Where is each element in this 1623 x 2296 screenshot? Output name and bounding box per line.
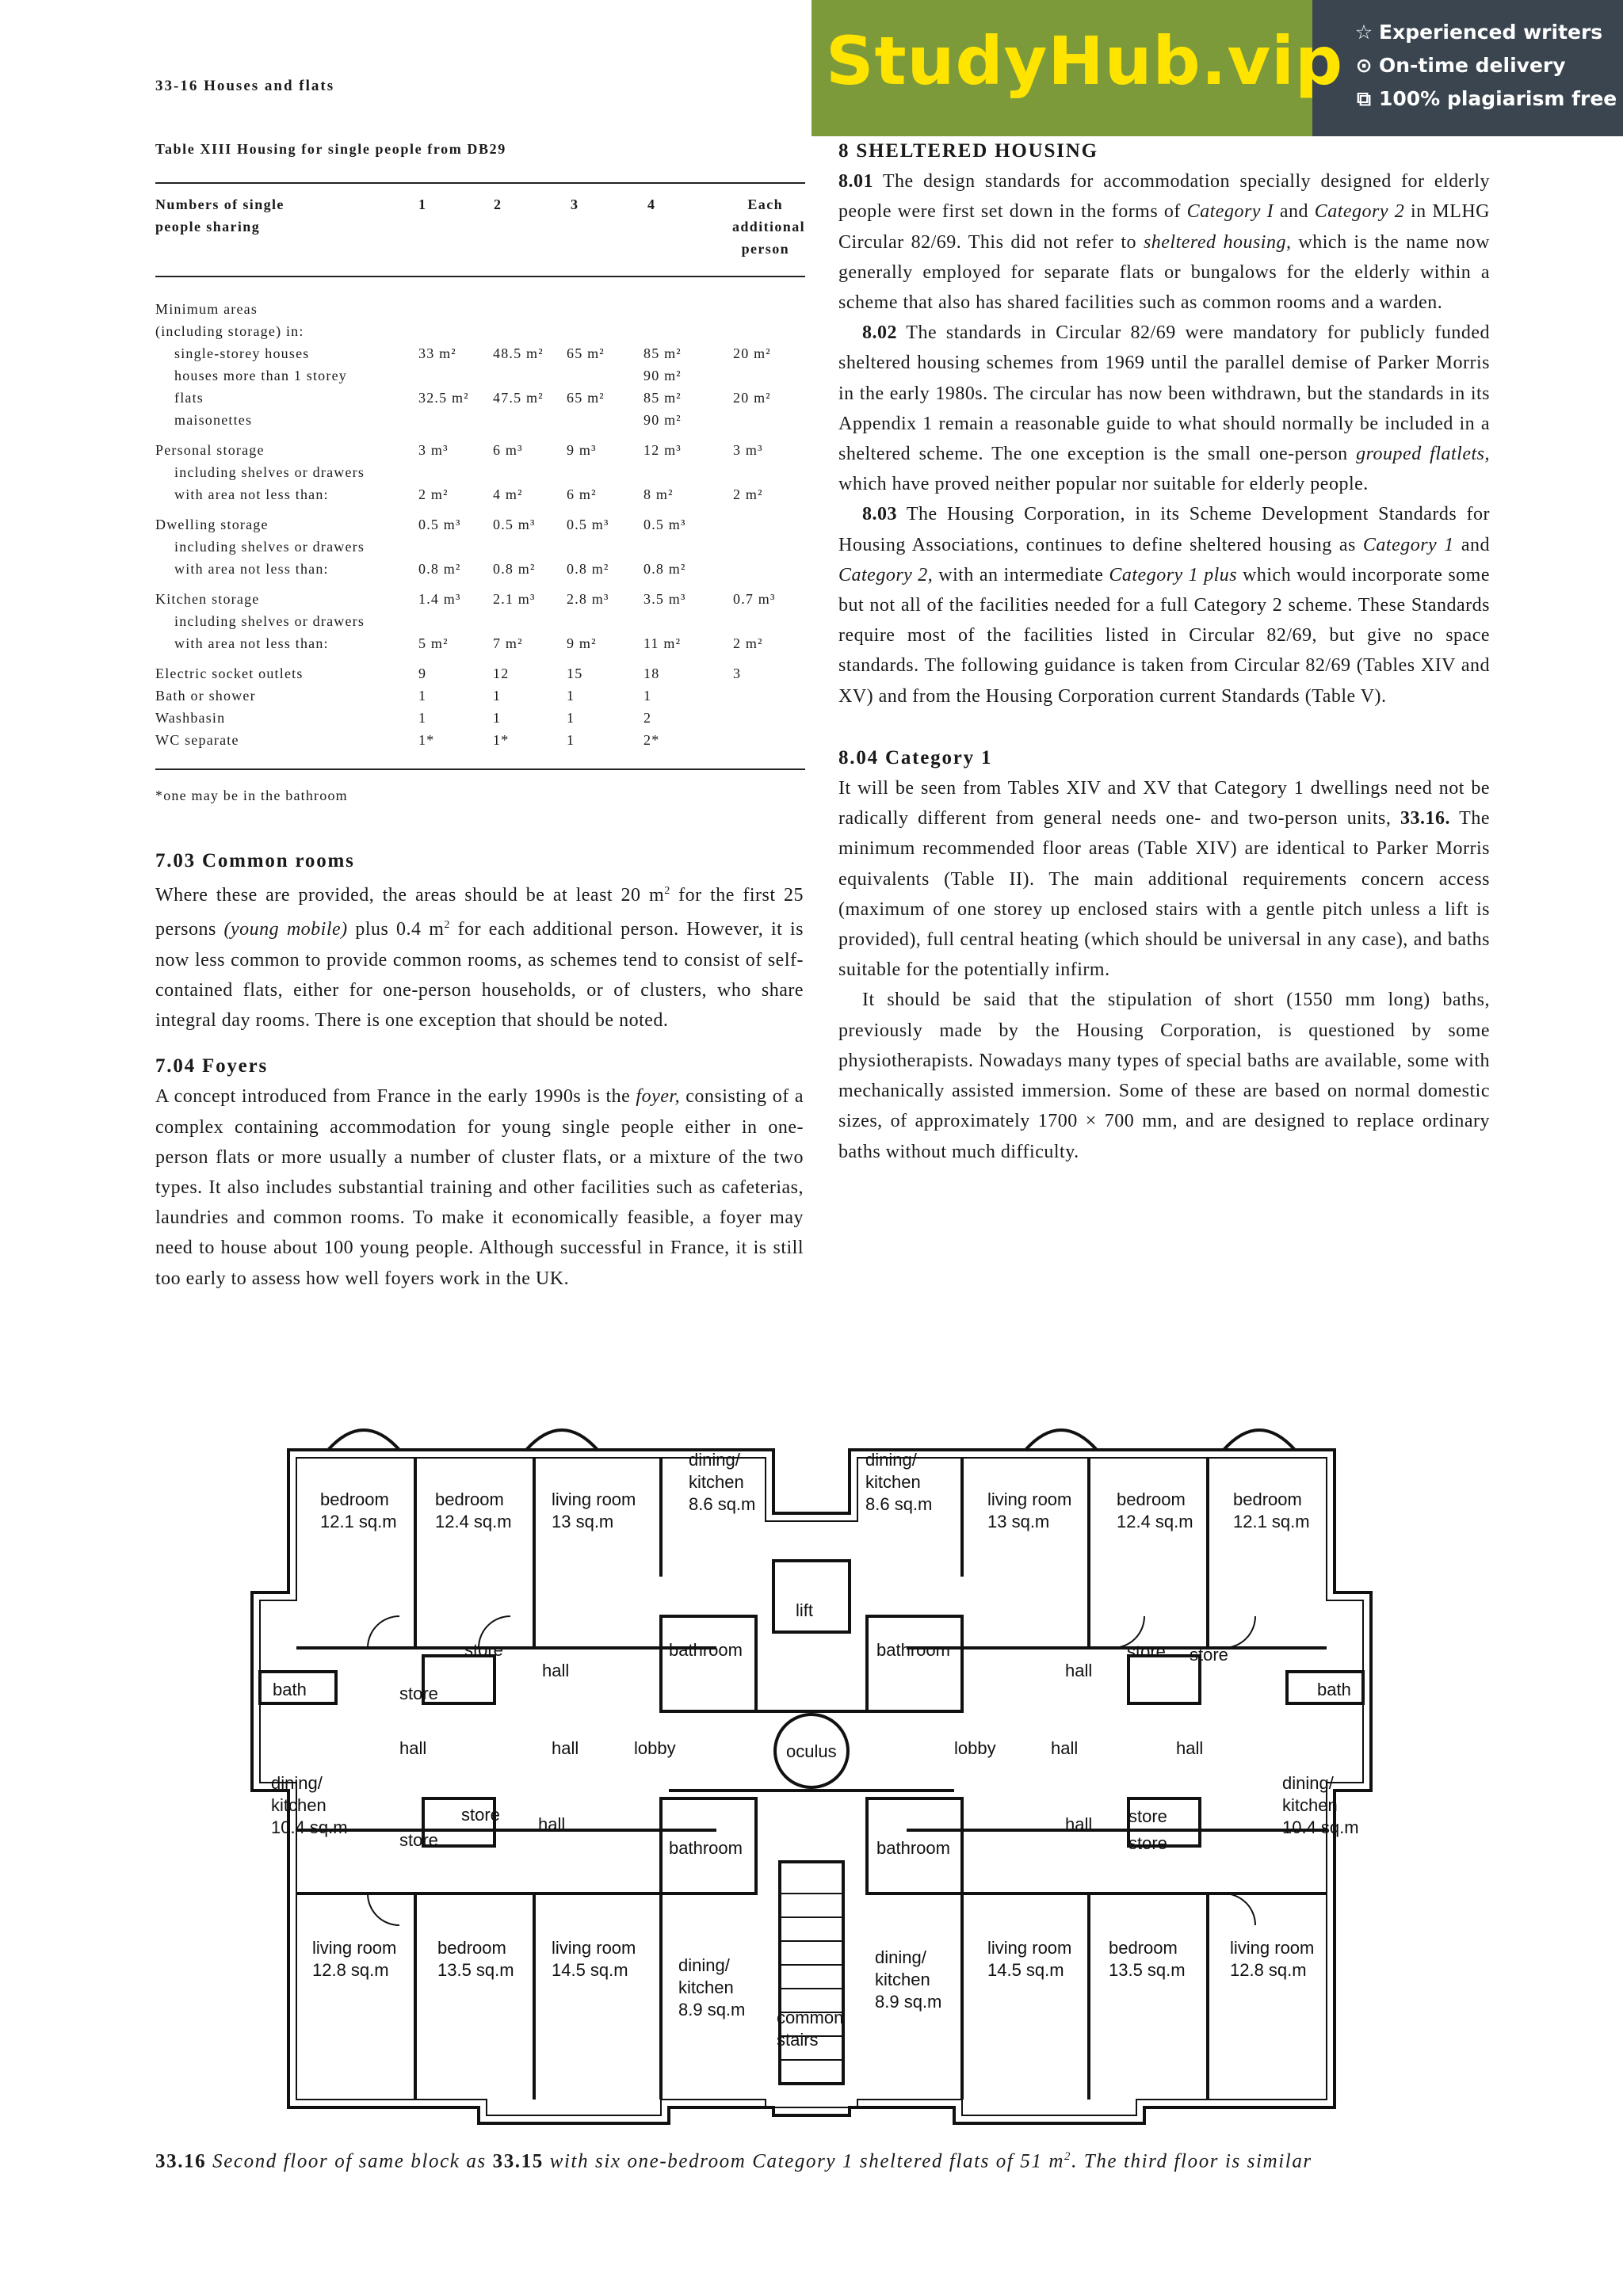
table-cell: 12 [493, 666, 510, 681]
table-row [155, 517, 805, 539]
svg-text:8.6 sq.m: 8.6 sq.m [865, 1494, 933, 1514]
table-cell: 1 [418, 688, 427, 704]
table-cell: 1 [567, 732, 575, 748]
svg-text:12.4 sq.m: 12.4 sq.m [435, 1512, 512, 1531]
room-label: living room [552, 1938, 636, 1958]
svg-text:12.1 sq.m: 12.1 sq.m [1233, 1512, 1310, 1531]
table-rule-top [155, 182, 805, 184]
table-cell: 9 m³ [567, 442, 597, 458]
table-cell: 90 m² [643, 368, 682, 383]
table-cell: 48.5 m² [493, 345, 544, 361]
para-805: It should be said that the stipulation of short (1550 mm long) baths, previously made by the Housing Corporation, is questioned by some physiotherapists. Nowadays many types of special baths are available, some with mechanically assisted immersion. Some of these are based on normal domestic sizes, of approximately 1700 × 700 mm, and are designed to replace ordinary baths without much difficulty. [838, 990, 1490, 1162]
table-cell: 85 m² [643, 345, 682, 361]
table-row-label: including shelves or drawers [174, 464, 365, 480]
figure-caption: 33.16 Second floor of same block as 33.15 with six one-bedroom Category 1 sheltered flats of 51 $m^2$. The third floor is similar [155, 2150, 1312, 2172]
table-cell: 2 m² [733, 635, 763, 651]
room-label: bedroom [1233, 1489, 1302, 1509]
banner-line-delivery: ⊙ On-time delivery [1354, 54, 1566, 77]
table-row [155, 613, 805, 635]
table-row [155, 732, 805, 754]
table-cell: 3 m³ [733, 442, 763, 458]
table-cell: 1 [493, 688, 502, 704]
svg-text:bath: bath [1317, 1680, 1351, 1699]
table-caption: Table XIII Housing for single people from DB29 [155, 141, 506, 157]
left-column [155, 846, 804, 1294]
svg-text:store: store [1190, 1645, 1228, 1665]
table-cell: 20 m² [733, 345, 771, 361]
svg-text:kitchen: kitchen [1282, 1795, 1338, 1815]
svg-text:12.8 sq.m: 12.8 sq.m [312, 1960, 389, 1980]
heading-704: 7.04 Foyers [155, 1055, 268, 1077]
table-row [155, 464, 805, 486]
plan-labels [271, 1450, 1359, 2050]
banner-line-writers: ☆ Experienced writers [1354, 21, 1603, 44]
table-head-c3: 3 [571, 196, 579, 212]
table-cell: 18 [643, 666, 660, 681]
svg-text:14.5 sq.m: 14.5 sq.m [552, 1960, 628, 1980]
table-cell: 2.8 m³ [567, 591, 609, 607]
table-cell: 0.7 m³ [733, 591, 776, 607]
table-row-label: single-storey houses [174, 345, 310, 361]
svg-text:store: store [461, 1805, 500, 1825]
copy-icon: ⧉ [1357, 87, 1371, 110]
table-cell: 2 m² [733, 486, 763, 502]
table-cell: 3 [733, 666, 742, 681]
svg-text:bath: bath [273, 1680, 307, 1699]
table-row-label: (including storage) in: [155, 323, 304, 339]
para-801: 8.01 The design standards for accommodation specially designed for elderly people were first set down in the forms of Category I and Category 2 in MLHG Circular 82/69. This did not refer to sheltered housing, which is the name now generally employed for separate flats or bungalows for the elderly within a scheme that also has shared facilities such as common rooms and a warden. [838, 171, 1490, 314]
table-row [155, 666, 805, 688]
para-804: It will be seen from Tables XIV and XV that Category 1 dwellings need not be radically different from general needs one- and two-person units, 33.16. The minimum recommended floor areas (Table XIV) are identical to Parker Morris equivalents (Table II). The main additional requirements concern access (maximum of one storey up enclosed stairs with a gentle pitch unless a lift is provided), full central heating (which should be universal in any case), and baths suitable for the potentially infirm. [838, 778, 1490, 981]
svg-text:13.5 sq.m: 13.5 sq.m [1109, 1960, 1186, 1980]
table-cell: 3.5 m³ [643, 591, 686, 607]
table-cell: 32.5 m² [418, 390, 469, 406]
svg-text:store: store [399, 1830, 438, 1850]
para-703: Where these are provided, the areas should be at least 20 $m^2$ for the first 25 persons (young mobile) plus 0.4 $m^2$ for each additional person. However, it is now less common to provide common rooms, as schemes tend to consist of self-contained flats, either for one-person households, or of clusters, who share integral day rooms. There is one exception that should be noted. [155, 885, 804, 1032]
table-cell: 0.8 m² [567, 561, 609, 577]
table-row-label: Personal storage [155, 442, 265, 458]
table-row [155, 539, 805, 561]
table-row-label: including shelves or drawers [174, 539, 365, 555]
table-row-label: Dwelling storage [155, 517, 269, 532]
table-cell: 0.5 m³ [493, 517, 536, 532]
svg-text:hall: hall [1176, 1738, 1204, 1758]
svg-text:store: store [1127, 1642, 1166, 1661]
table-cell: 8 m² [643, 486, 674, 502]
room-label: dining/ [865, 1450, 917, 1470]
svg-text:bathroom: bathroom [876, 1838, 950, 1858]
table-cell: 90 m² [643, 412, 682, 428]
banner-line-plagiarism: ⧉ 100% plagiarism free [1354, 87, 1617, 111]
svg-text:kitchen: kitchen [271, 1795, 327, 1815]
table-row-label: Minimum areas [155, 301, 258, 317]
table-row [155, 710, 805, 732]
room-label: bedroom [435, 1489, 504, 1509]
svg-text:store: store [464, 1640, 503, 1660]
table-cell: 65 m² [567, 345, 605, 361]
svg-text:hall: hall [552, 1738, 579, 1758]
table-cell: 0.8 m² [493, 561, 536, 577]
table-cell: 0.5 m³ [567, 517, 609, 532]
table-cell: 6 m³ [493, 442, 523, 458]
svg-text:13 sq.m: 13 sq.m [552, 1512, 614, 1531]
svg-text:10.4 sq.m: 10.4 sq.m [1282, 1817, 1359, 1837]
room-label: dining/ [689, 1450, 740, 1470]
right-column [838, 136, 1490, 1167]
table-cell: 2 [643, 710, 652, 726]
room-label: dining/ [1282, 1773, 1334, 1793]
room-label: living room [312, 1938, 397, 1958]
svg-text:lift: lift [796, 1600, 813, 1620]
table-rule-head [155, 276, 805, 277]
table-row [155, 301, 805, 323]
table-row [155, 368, 805, 390]
table-row-label: flats [174, 390, 204, 406]
svg-text:common: common [777, 2008, 844, 2027]
svg-text:kitchen: kitchen [678, 1978, 734, 1997]
room-label: living room [552, 1489, 636, 1509]
svg-text:hall: hall [1051, 1738, 1079, 1758]
table-cell: 33 m² [418, 345, 456, 361]
table-cell: 15 [567, 666, 583, 681]
svg-text:12.8 sq.m: 12.8 sq.m [1230, 1960, 1307, 1980]
table-cell: 1 [567, 688, 575, 704]
table-cell: 1.4 m³ [418, 591, 461, 607]
svg-text:14.5 sq.m: 14.5 sq.m [987, 1960, 1064, 1980]
heading-703: 7.03 Common rooms [155, 850, 355, 871]
table-head-c5: Each additional person [731, 196, 805, 257]
room-label: living room [1230, 1938, 1315, 1958]
table-head-label: Numbers of single people sharing [155, 196, 285, 235]
table-cell: 7 m² [493, 635, 523, 651]
svg-text:bathroom: bathroom [669, 1640, 743, 1660]
table-row [155, 345, 805, 368]
table-cell: 1 [493, 710, 502, 726]
svg-text:12.4 sq.m: 12.4 sq.m [1117, 1512, 1193, 1531]
svg-text:12.1 sq.m: 12.1 sq.m [320, 1512, 397, 1531]
table-cell: 11 m² [643, 635, 682, 651]
table-cell: 1* [493, 732, 510, 748]
svg-text:hall: hall [538, 1814, 566, 1834]
table-cell: 0.5 m³ [418, 517, 461, 532]
svg-text:lobby: lobby [634, 1738, 676, 1758]
table-cell: 1 [567, 710, 575, 726]
clock-icon: ⊙ [1355, 54, 1373, 77]
para-802: 8.02 The standards in Circular 82/69 were mandatory for publicly funded sheltered housing schemes from 1969 until the parallel demise of Parker Morris in the early 1980s. The circular has now been withdrawn, but the standards in its Appendix 1 remain a reasonable guide to what should normally be included in a sheltered scheme. The one exception is the small one-person grouped flatlets, which have proved neither popular nor suitable for elderly people. [838, 322, 1490, 495]
table-row-label: WC separate [155, 732, 239, 748]
svg-text:bathroom: bathroom [669, 1838, 743, 1858]
floor-plan [241, 1418, 1382, 2131]
room-label: bedroom [1117, 1489, 1186, 1509]
table-row [155, 442, 805, 464]
table-row [155, 390, 805, 412]
table-cell: 65 m² [567, 390, 605, 406]
table-cell: 6 m² [567, 486, 597, 502]
table-row-label: including shelves or drawers [174, 613, 365, 629]
room-label: dining/ [678, 1955, 730, 1975]
svg-text:hall: hall [1065, 1814, 1093, 1834]
table-cell: 1* [418, 732, 435, 748]
table-cell: 1 [643, 688, 652, 704]
room-label: living room [987, 1489, 1072, 1509]
room-label: bedroom [437, 1938, 506, 1958]
table-cell: 2* [643, 732, 660, 748]
table-head-c2: 2 [494, 196, 502, 212]
table-cell: 5 m² [418, 635, 449, 651]
room-label: living room [987, 1938, 1072, 1958]
table-cell: 20 m² [733, 390, 771, 406]
table-cell: 4 m² [493, 486, 523, 502]
table-row-label: Kitchen storage [155, 591, 260, 607]
table-cell: 3 m³ [418, 442, 449, 458]
svg-text:10.4 sq.m: 10.4 sq.m [271, 1817, 348, 1837]
table-row [155, 688, 805, 710]
table-row-label: Electric socket outlets [155, 666, 304, 681]
table-row-label: with area not less than: [174, 561, 329, 577]
svg-text:bathroom: bathroom [876, 1640, 950, 1660]
svg-text:13.5 sq.m: 13.5 sq.m [437, 1960, 514, 1980]
heading-804: 8.04 Category 1 [838, 746, 993, 769]
svg-text:8.9 sq.m: 8.9 sq.m [678, 2000, 746, 2019]
table-cell: 2.1 m³ [493, 591, 536, 607]
table-cell: 12 m³ [643, 442, 682, 458]
table-footnote: *one may be in the bathroom [155, 788, 348, 803]
svg-text:store: store [1128, 1806, 1167, 1826]
table-cell: 9 m² [567, 635, 597, 651]
heading-8: 8 SHELTERED HOUSING [838, 140, 1098, 162]
table-cell: 1 [418, 710, 427, 726]
studyhub-banner[interactable] [812, 0, 1623, 136]
table-row [155, 591, 805, 613]
star-icon: ☆ [1354, 21, 1373, 44]
floor-plan-drawing [241, 1418, 1382, 2131]
table-cell: 85 m² [643, 390, 682, 406]
svg-text:store: store [399, 1684, 438, 1703]
svg-text:kitchen: kitchen [689, 1472, 744, 1492]
room-label: bedroom [320, 1489, 389, 1509]
table-row-label: houses more than 1 storey [174, 368, 347, 383]
svg-text:lobby: lobby [954, 1738, 996, 1758]
svg-text:hall: hall [1065, 1661, 1093, 1680]
svg-text:hall: hall [399, 1738, 427, 1758]
banner-brand[interactable]: StudyHub.vip [826, 22, 1344, 100]
table-rule-bottom [155, 769, 805, 770]
table-cell: 0.8 m² [418, 561, 461, 577]
table-row-label: Bath or shower [155, 688, 256, 704]
table-row-label: maisonettes [174, 412, 253, 428]
svg-text:8.6 sq.m: 8.6 sq.m [689, 1494, 756, 1514]
table-row-label: Washbasin [155, 710, 226, 726]
svg-text:store: store [1128, 1833, 1167, 1853]
room-label: dining/ [875, 1947, 926, 1967]
table-head-c1: 1 [418, 196, 427, 212]
running-header: 33-16 Houses and flats [155, 78, 335, 94]
table-cell: 9 [418, 666, 427, 681]
svg-text:stairs: stairs [777, 2030, 819, 2050]
table-cell: 2 m² [418, 486, 449, 502]
room-label: bedroom [1109, 1938, 1178, 1958]
table-row [155, 561, 805, 583]
para-803: 8.03 The Housing Corporation, in its Scheme Development Standards for Housing Associations, continues to define sheltered housing as Category 1 and Category 2, with an intermediate Category 1 plus which would incorporate some but not all of the facilities needed for a full Category 2 scheme. These Standards require most of the facilities listed in Circular 82/69, but give no space standards. The following guidance is taken from Circular 82/69 (Tables XIV and XV) and from the Housing Corporation current Standards (Table V). [838, 504, 1490, 707]
svg-text:kitchen: kitchen [875, 1970, 930, 1989]
svg-text:13 sq.m: 13 sq.m [987, 1512, 1050, 1531]
table-row [155, 635, 805, 658]
room-label: dining/ [271, 1773, 323, 1793]
table-row-label: with area not less than: [174, 486, 329, 502]
table-row [155, 412, 805, 434]
svg-text:kitchen: kitchen [865, 1472, 921, 1492]
table-head-c4: 4 [647, 196, 656, 212]
table-row [155, 486, 805, 509]
svg-text:oculus: oculus [786, 1741, 837, 1761]
table-row [155, 323, 805, 345]
table-cell: 0.5 m³ [643, 517, 686, 532]
table-cell: 47.5 m² [493, 390, 544, 406]
svg-text:8.9 sq.m: 8.9 sq.m [875, 1992, 942, 2012]
table-row-label: with area not less than: [174, 635, 329, 651]
table-cell: 0.8 m² [643, 561, 686, 577]
para-704: A concept introduced from France in the early 1990s is the foyer, consisting of a complex containing accommodation for young single people either in one-person flats or more usually a number of cluster flats, or a mixture of the two types. It also includes substantial training and other facilities such as cafeterias, laundries and common rooms. To make it economically feasible, a foyer may need to house about 100 young people. Although successful in France, it is still too early to assess how well foyers work in the UK. [155, 1086, 804, 1289]
svg-text:hall: hall [542, 1661, 570, 1680]
